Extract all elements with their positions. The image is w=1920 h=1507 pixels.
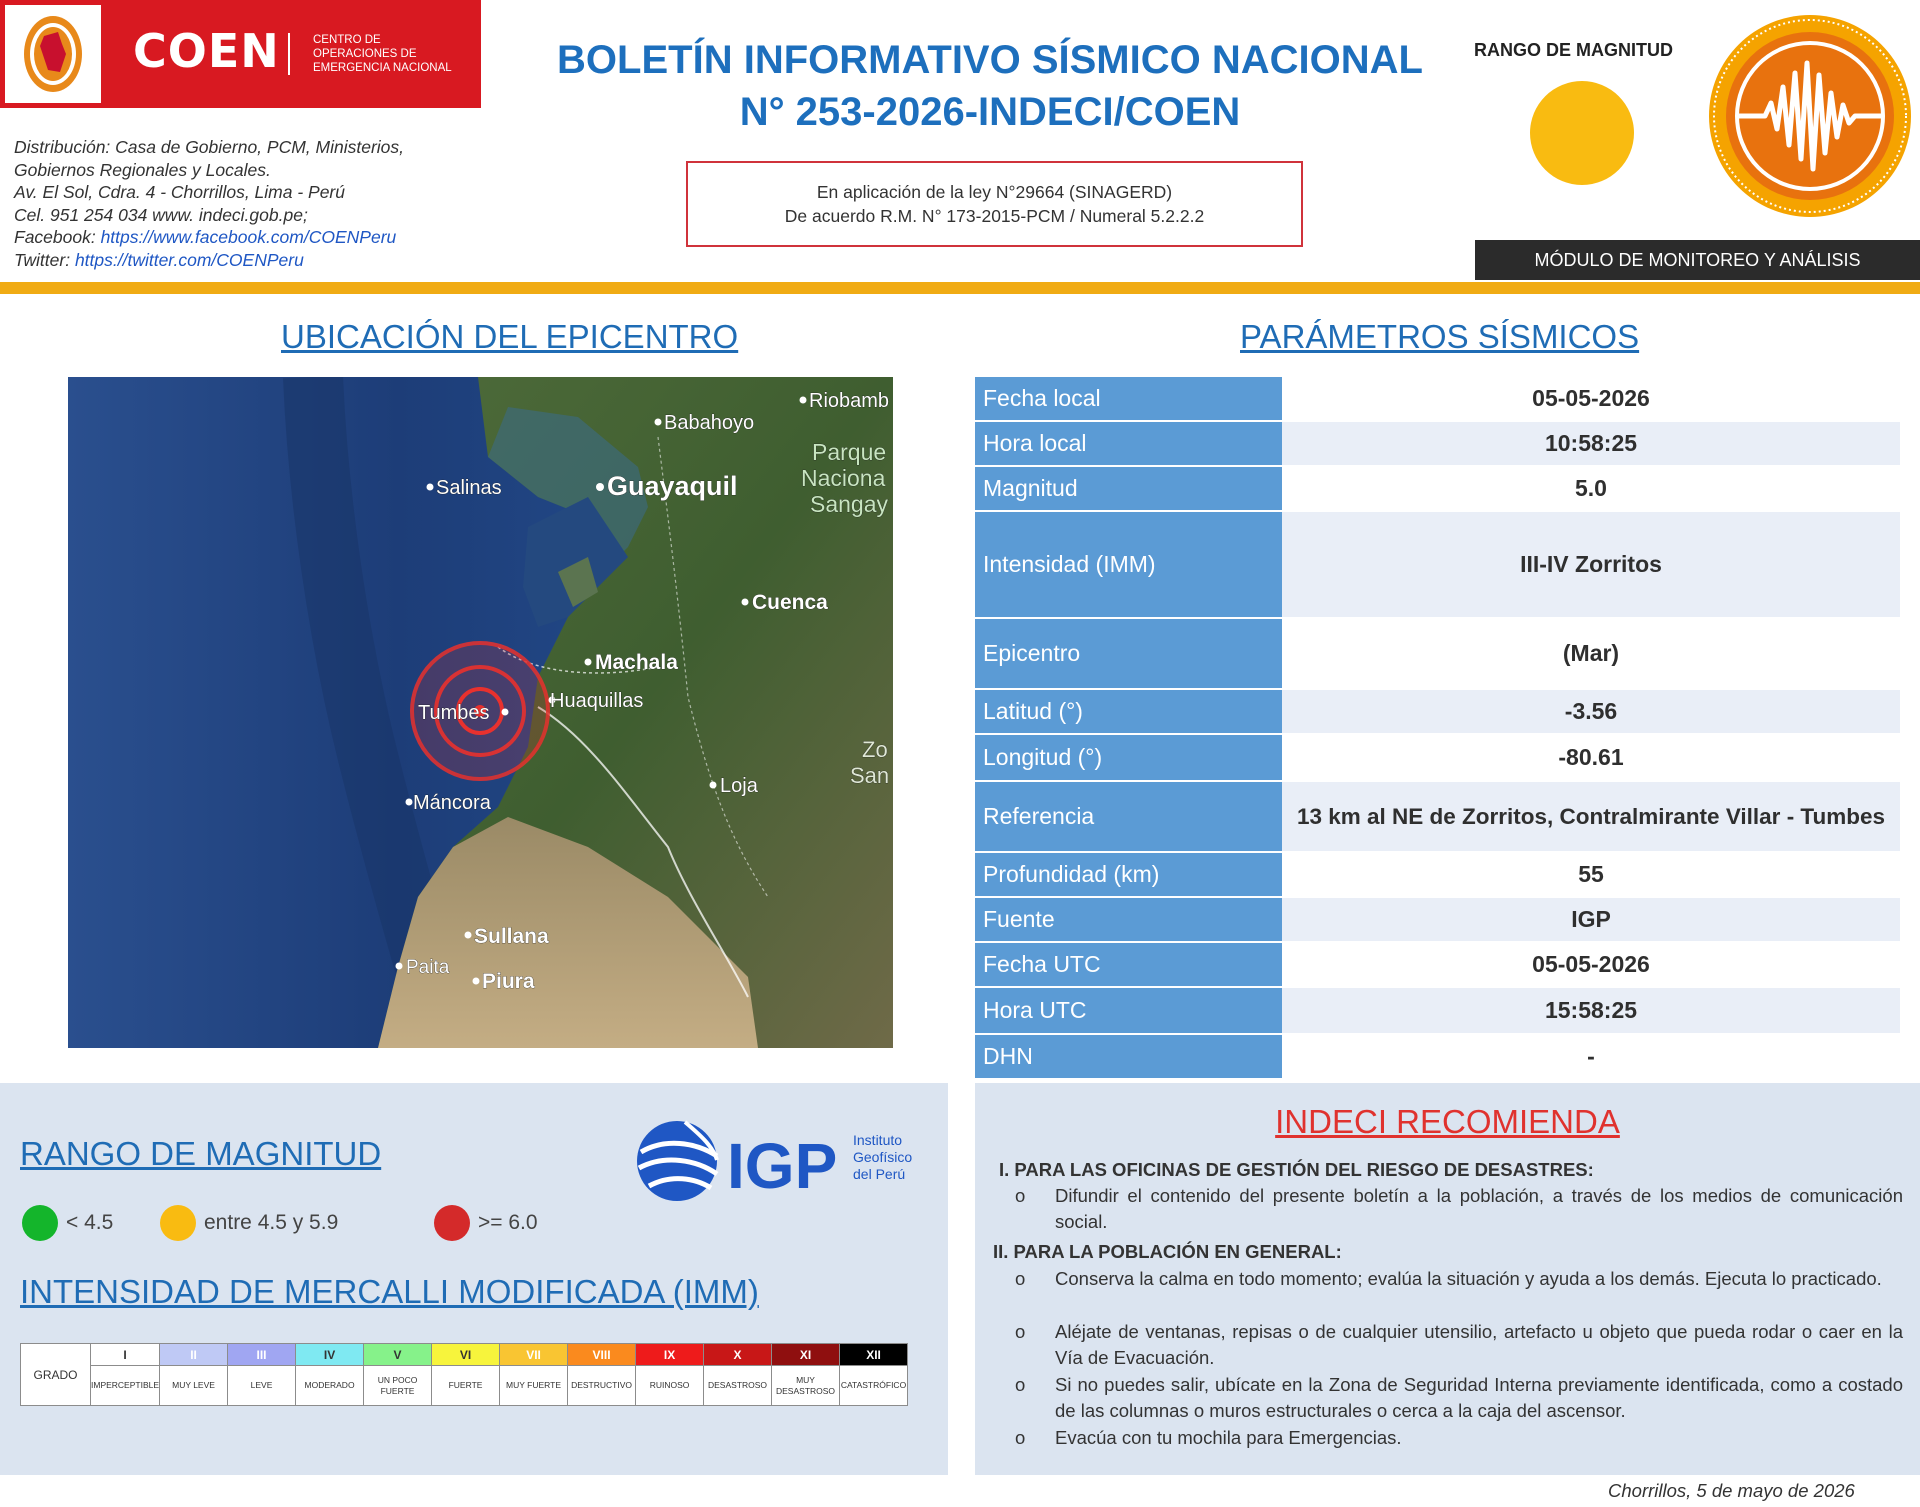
coen-subtitle: CENTRO DE OPERACIONES DE EMERGENCIA NACIONAL — [313, 34, 452, 74]
recommendation-item: o Si no puedes salir, ubícate en la Zona de Seguridad Interna previamente identificada, como a costado de las columnas o muros estructurales o cerca a la caja del ascensor. — [1015, 1374, 1903, 1421]
param-row-referencia: Referencia 13 km al NE de Zorritos, Contralmirante Villar - Tumbes — [975, 782, 1900, 853]
facebook-link[interactable]: https://www.facebook.com/COENPeru — [100, 227, 397, 247]
mercalli-scale-table: GRADO I II III IV V VI VII VIII IX X XI XII IMPERCEPTIBLE MUY LEVE LEVE MODERADO UN POCO FUERTE FUERTE MUY FUERTE DESTRUCTIVO RUINOSO DESASTROSO MUY DESASTROSO CATASTRÓFICO — [20, 1343, 908, 1406]
map-label-sullana: Sullana — [474, 925, 549, 948]
legend-medium: entre 4.5 y 5.9 — [160, 1205, 338, 1241]
map-label-guayaquil: Guayaquil — [607, 471, 738, 501]
epicenter-map[interactable] — [68, 377, 893, 1048]
map-label-parque-1: Parque — [812, 439, 887, 465]
coen-logo-banner — [0, 0, 481, 108]
param-row-epicentro: Epicentro (Mar) — [975, 619, 1900, 690]
igp-name: IGP — [727, 1130, 838, 1202]
param-row-fecha-utc: Fecha UTC 05-05-2026 — [975, 943, 1900, 988]
coen-wordmark: COEN — [133, 24, 280, 78]
magnitude-range-indicator — [1530, 81, 1634, 185]
svg-text:Instituto: Instituto — [853, 1132, 903, 1148]
param-row-hora-utc: Hora UTC 15:58:25 — [975, 988, 1900, 1035]
recommendations-title: INDECI RECOMIENDA — [1275, 1103, 1620, 1140]
param-row-dhn: DHN - — [975, 1035, 1900, 1080]
parameters-section-title: PARÁMETROS SÍSMICOS — [1240, 318, 1640, 355]
legend-high: >= 6.0 — [434, 1205, 538, 1241]
recommendations-panel — [975, 1083, 1920, 1475]
recommendation-item: o Evacúa con tu mochila para Emergencias. — [1015, 1427, 1402, 1448]
seismic-parameters-table — [975, 377, 1900, 1080]
recommendation-item: o Aléjate de ventanas, repisas o de cualquier utensilio, artefacto u objeto que pueda rodar o caer en la Vía de Evacuación. — [1015, 1321, 1903, 1368]
svg-text:del Perú: del Perú — [853, 1166, 906, 1182]
param-row-intensidad: Intensidad (IMM) III-IV Zorritos — [975, 512, 1900, 619]
map-label-riobamba: Riobamb — [809, 390, 890, 412]
map-label-mancora: Máncora — [413, 792, 491, 814]
map-label-paita: Paita — [406, 957, 450, 978]
map-label-zona-1: Zo — [862, 737, 888, 762]
yellow-dot-icon — [160, 1205, 196, 1241]
epicenter-section-title: UBICACIÓN DEL EPICENTRO — [281, 318, 739, 355]
twitter-link[interactable]: https://twitter.com/COENPeru — [74, 249, 304, 270]
map-label-tumbes: Tumbes — [418, 702, 490, 724]
green-dot-icon — [22, 1205, 58, 1241]
recommendations-section-1: I. PARA LAS OFICINAS DE GESTIÓN DEL RIESGO DE DESASTRES: — [999, 1159, 1594, 1180]
recommendation-item: o Conserva la calma en todo momento; evalúa la situación y ayuda a los demás. Ejecuta lo practicado. — [1015, 1268, 1882, 1289]
recommendation-item: o Difundir el contenido del presente boletín a la población, a través de los medios de comunicación social. — [1015, 1185, 1903, 1232]
param-row-hora-local: Hora local 10:58:25 — [975, 422, 1900, 467]
map-label-huaquillas: Huaquillas — [550, 690, 644, 712]
param-row-fecha-local: Fecha local 05-05-2026 — [975, 377, 1900, 422]
legal-reference-box: En aplicación de la ley N°29664 (SINAGERD) De acuerdo R.M. N° 173-2015-PCM / Numeral 5.2.2.2 — [686, 161, 1303, 247]
distribution-info: Distribución: Casa de Gobierno, PCM, Ministerios, Gobiernos Regionales y Locales. Av. El Sol, Cdra. 4 - Chorrillos, Lima - Perú Cel. 951 254 034 www. indeci.gob.pe; Facebook: https://www.facebook.com/COENPeru Twitter: https://twitter.com/COENPeru — [14, 137, 405, 270]
shield-icon — [22, 14, 84, 94]
param-row-profundidad: Profundidad (km) 55 — [975, 853, 1900, 898]
map-label-babahoyo: Babahoyo — [664, 412, 755, 434]
magnitude-legend-title: RANGO DE MAGNITUD — [20, 1135, 382, 1172]
map-label-salinas: Salinas — [436, 477, 502, 499]
recommendations-section-2: II. PARA LA POBLACIÓN EN GENERAL: — [993, 1241, 1342, 1262]
bulletin-title: BOLETÍN INFORMATIVO SÍSMICO NACIONAL N° 253-2026-INDECI/COEN — [557, 38, 1423, 134]
param-row-fuente: Fuente IGP — [975, 898, 1900, 943]
header-divider — [0, 282, 1920, 294]
svg-text:Geofísico: Geofísico — [853, 1149, 913, 1165]
param-row-latitud: Latitud (°) -3.56 — [975, 690, 1900, 735]
magnitude-range-label: RANGO DE MAGNITUD — [1474, 40, 1673, 60]
param-row-longitud: Longitud (°) -80.61 — [975, 735, 1900, 782]
map-label-piura: Piura — [482, 970, 535, 993]
satellite-map — [68, 377, 893, 1048]
legend-low: < 4.5 — [22, 1205, 113, 1241]
footer-date: Chorrillos, 5 de mayo de 2026 — [1608, 1480, 1855, 1501]
grado-label: GRADO — [21, 1344, 91, 1406]
map-label-parque-2: Naciona — [801, 465, 886, 491]
map-label-zona-2: San — [850, 763, 890, 788]
map-label-loja: Loja — [720, 775, 758, 797]
seismograph-icon — [1707, 13, 1913, 219]
mercalli-title: INTENSIDAD DE MERCALLI MODIFICADA (IMM) — [20, 1273, 759, 1310]
monitoring-module-bar: MÓDULO DE MONITOREO Y ANÁLISIS — [1475, 240, 1920, 280]
peru-shield-logo — [5, 5, 101, 103]
map-label-cuenca: Cuenca — [752, 591, 828, 614]
legend-panel — [0, 1083, 948, 1475]
map-label-machala: Machala — [595, 651, 678, 674]
param-row-magnitud: Magnitud 5.0 — [975, 467, 1900, 512]
map-label-parque-3: Sangay — [810, 491, 889, 517]
logo-divider — [288, 33, 290, 75]
igp-logo — [635, 1116, 935, 1206]
red-dot-icon — [434, 1205, 470, 1241]
